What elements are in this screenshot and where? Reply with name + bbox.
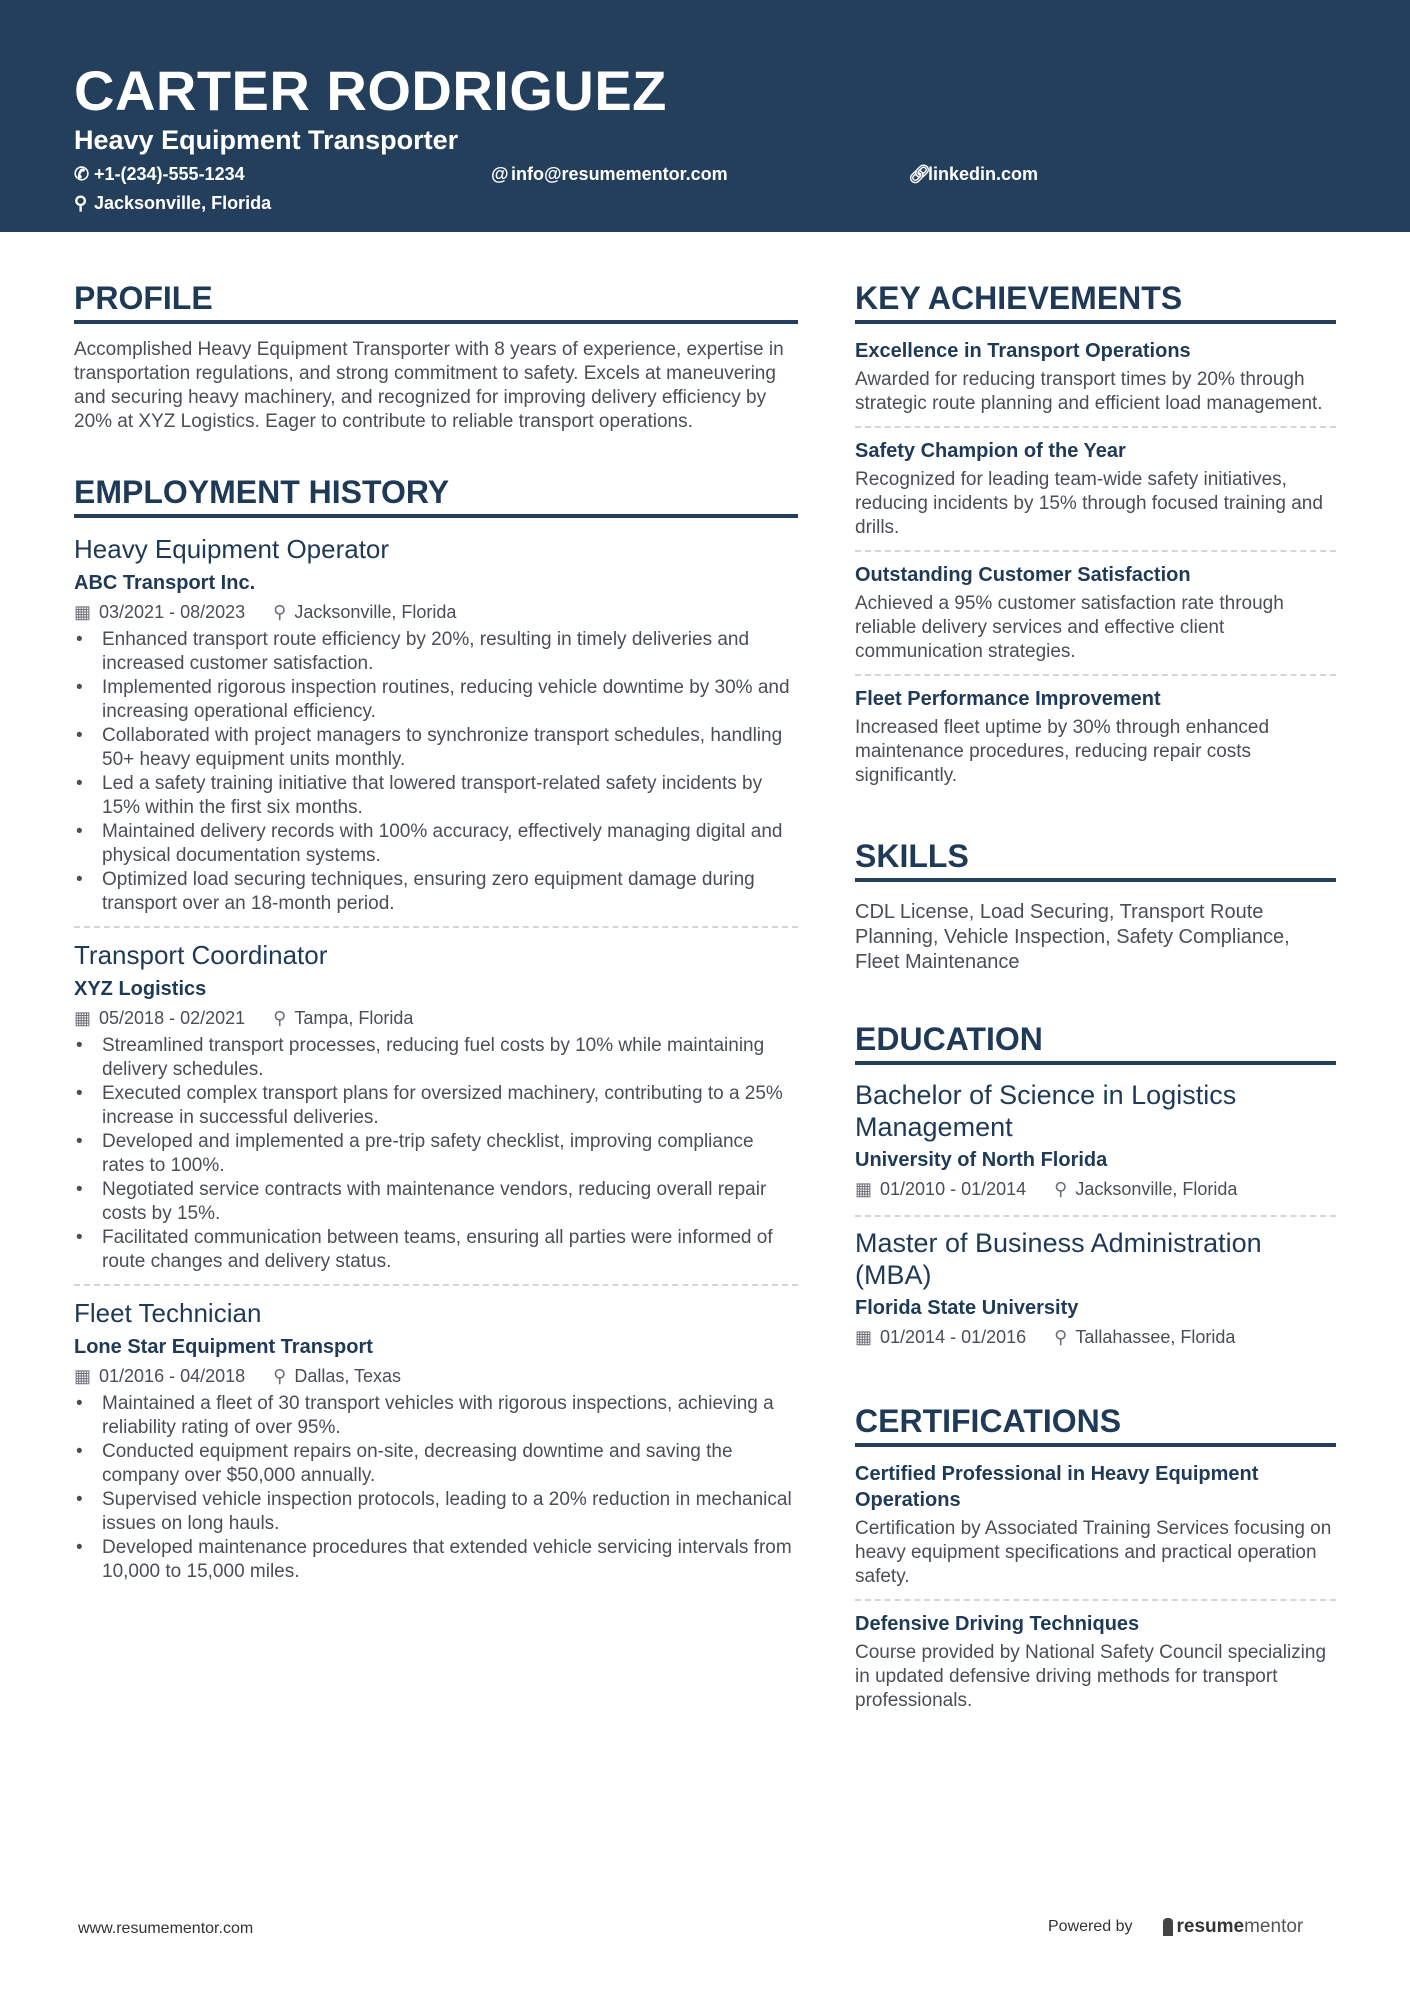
achievements-section [855,278,1336,798]
skills-text: CDL License, Load Securing, Transport Route Planning, Vehicle Inspection, Safety Compliance, Fleet Maintenance [855,901,1290,973]
profile-section [74,278,798,434]
education-item [855,1227,1336,1363]
bullet-item: • Executed complex transport plans for oversized machinery, contributing to a 25% increase in successful deliveries. [74,1082,798,1130]
achievement-text: Achieved a 95% customer satisfaction rate through reliable delivery services and effective client communication strategies. [855,593,1284,662]
job-entry [74,532,798,928]
candidate-name: CARTER RODRIGUEZ [74,59,667,122]
certification-title: Certified Professional in Heavy Equipment Operations [855,1463,1259,1511]
school: University of North Florida [855,1149,1108,1171]
certifications-section [855,1401,1336,1723]
degree: Bachelor of Science in Logistics Management [855,1080,1237,1142]
achievement-title: Fleet Performance Improvement [855,688,1161,710]
achievement-title: Outstanding Customer Satisfaction [855,564,1191,586]
bullet-item: • Maintained delivery records with 100% accuracy, effectively managing digital and physical documentation systems. [74,820,798,868]
bullet-item: • Maintained a fleet of 30 transport vehicles with rigorous inspections, achieving a reliability rating of over 95%. [74,1392,798,1440]
calendar-icon: ▦ [855,1327,873,1347]
bullet-item: • Optimized load securing techniques, ensuring zero equipment damage during transport over an 18-month period. [74,868,798,916]
bullet-item: • Developed maintenance procedures that extended vehicle servicing intervals from 10,000 to 15,000 miles. [74,1536,798,1584]
calendar-icon: ▦ [74,1008,92,1028]
footer-website[interactable]: www.resumementor.com [78,1920,254,1937]
section-heading: PROFILE [74,278,798,324]
job-meta: ▦ 01/2016 - 04/2018 ⚲ Dallas, Texas [74,1366,402,1386]
bullet-item: • Collaborated with project managers to synchronize transport schedules, handling 50+ heavy equipment units monthly. [74,724,798,772]
education-item [855,1079,1336,1217]
company-name: XYZ Logistics [74,978,207,1000]
profile-text: Accomplished Heavy Equipment Transporter with 8 years of experience, expertise in transportation regulations, and strong commitment to safety. Excels at maneuvering and securing heavy machinery, and recognized for improving delivery efficiency by 20% at XYZ Logistics. Eager to contribute to reliable transport operations. [74,339,784,432]
right-column [855,278,1336,1761]
bullet-item: • Negotiated service contracts with maintenance vendors, reducing overall repair costs by 15%. [74,1178,798,1226]
employment-section [74,472,798,1594]
section-heading: CERTIFICATIONS [855,1401,1336,1447]
certification-text: Course provided by National Safety Council specializing in updated defensive driving methods for transport professionals. [855,1642,1327,1711]
resume-header [0,0,1410,232]
job-bullets [74,1034,798,1274]
bullet-item: • Conducted equipment repairs on-site, decreasing downtime and saving the company over $50,000 annually. [74,1440,798,1488]
job-title: Heavy Equipment Operator [74,534,390,564]
job-meta: ▦ 03/2021 - 08/2023 ⚲ Jacksonville, Florida [74,602,457,622]
bullet-item: • Led a safety training initiative that lowered transport-related safety incidents by 15% within the first six months. [74,772,798,820]
certification-title: Defensive Driving Techniques [855,1613,1140,1635]
education-section [855,1019,1336,1363]
job-entry [74,1296,798,1594]
job-bullets [74,1392,798,1584]
achievement-item [855,438,1336,552]
degree: Master of Business Administration (MBA) [855,1228,1262,1290]
education-meta: ▦ 01/2010 - 01/2014 ⚲ Jacksonville, Florida [855,1179,1238,1199]
contact-phone: ✆ +1-(234)-555-1234 [74,164,245,184]
job-title: Transport Coordinator [74,940,328,970]
job-meta: ▦ 05/2018 - 02/2021 ⚲ Tampa, Florida [74,1008,414,1028]
achievement-text: Awarded for reducing transport times by 20% through strategic route planning and efficient load management. [855,369,1323,414]
job-bullets [74,628,798,916]
skills-section [855,836,1336,975]
achievement-text: Increased fleet uptime by 30% through enhanced maintenance procedures, reducing repair costs significantly. [855,717,1270,786]
section-heading: KEY ACHIEVEMENTS [855,278,1336,324]
section-heading: EMPLOYMENT HISTORY [74,472,798,518]
resumementor-logo: resume mentor [1163,1916,1304,1938]
achievement-title: Excellence in Transport Operations [855,340,1191,362]
location-pin-icon: ⚲ [1054,1327,1068,1347]
job-title: Fleet Technician [74,1298,262,1328]
bullet-item: • Supervised vehicle inspection protocols, leading to a 20% reduction in mechanical issues on long hauls. [74,1488,798,1536]
contact-email[interactable]: @ info@resumementor.com [491,164,728,184]
company-name: ABC Transport Inc. [74,572,256,594]
company-name: Lone Star Equipment Transport [74,1336,373,1358]
candidate-role: Heavy Equipment Transporter [74,125,459,155]
job-entry [74,938,798,1286]
achievement-title: Safety Champion of the Year [855,440,1126,462]
achievement-item [855,562,1336,676]
achievement-text: Recognized for leading team-wide safety initiatives, reducing incidents by 15% through focused training and drills. [855,469,1323,538]
achievement-item [855,686,1336,798]
logo-mark-icon [1163,1918,1173,1936]
left-column [74,278,798,1632]
calendar-icon: ▦ [74,1366,92,1386]
contact-linkedin[interactable]: 🔗︎linkedin.com [908,164,1039,184]
bullet-item: • Implemented rigorous inspection routines, reducing vehicle downtime by 30% and increasing operational efficiency. [74,676,798,724]
bullet-item: • Developed and implemented a pre-trip safety checklist, improving compliance rates to 100%. [74,1130,798,1178]
contact-list [74,164,1336,214]
section-heading: SKILLS [855,836,1336,882]
location-pin-icon: ⚲ [1054,1179,1068,1199]
link-icon: 🔗︎ [908,164,931,184]
location-pin-icon: ⚲ [273,1366,287,1386]
footer-powered-by: Powered by resume mentor [1048,1916,1304,1937]
location-pin-icon: ⚲ [273,1008,287,1028]
certification-item [855,1611,1336,1723]
certification-item [855,1461,1336,1601]
section-heading: EDUCATION [855,1019,1336,1065]
calendar-icon: ▦ [74,602,92,622]
school: Florida State University [855,1297,1079,1319]
achievement-item [855,338,1336,428]
location-pin-icon: ⚲ [74,193,88,213]
location-pin-icon: ⚲ [273,602,287,622]
contact-location: ⚲ Jacksonville, Florida [74,193,272,213]
at-icon: @ [491,164,509,184]
phone-icon: ✆ [74,164,90,184]
certification-text: Certification by Associated Training Services focusing on heavy equipment specifications and practical operation safety. [855,1518,1332,1587]
education-meta: ▦ 01/2014 - 01/2016 ⚲ Tallahassee, Florida [855,1327,1236,1347]
bullet-item: • Streamlined transport processes, reducing fuel costs by 10% while maintaining delivery schedules. [74,1034,798,1082]
calendar-icon: ▦ [855,1179,873,1199]
bullet-item: • Enhanced transport route efficiency by 20%, resulting in timely deliveries and increased customer satisfaction. [74,628,798,676]
bullet-item: • Facilitated communication between teams, ensuring all parties were informed of route changes and delivery status. [74,1226,798,1274]
